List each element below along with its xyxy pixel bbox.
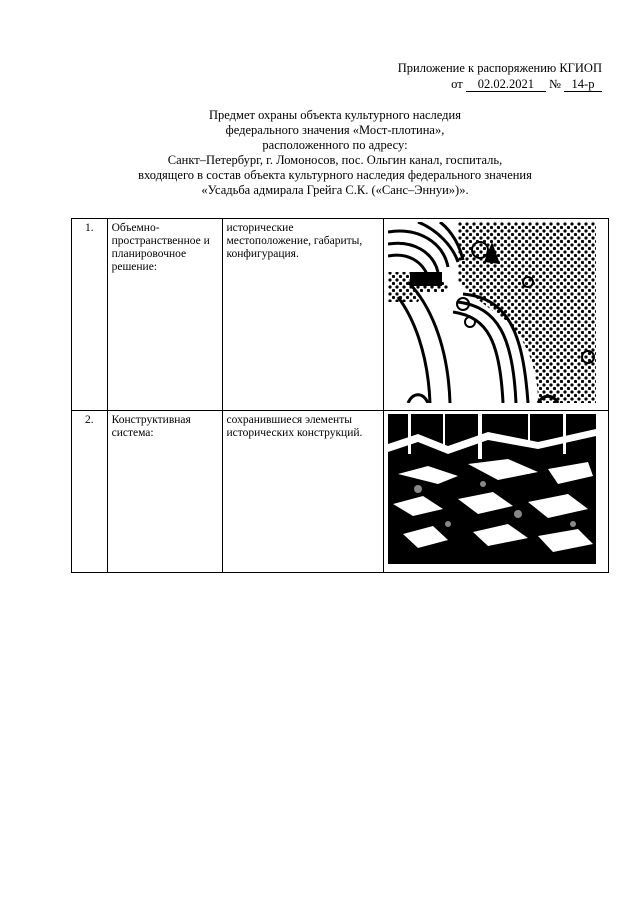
row-name: Объемно-пространственное и планировочное решение: <box>107 219 222 411</box>
row-description: исторические местоположение, габариты, конфигурация. <box>222 219 384 411</box>
appendix-number: 14-р <box>564 77 602 92</box>
document-heading <box>100 108 570 198</box>
table-row <box>72 411 609 573</box>
appendix-date: 02.02.2021 <box>466 77 546 92</box>
row-number: 1. <box>72 219 108 411</box>
photo-image <box>388 414 596 564</box>
row-image-cell <box>384 219 609 411</box>
heading-line-1: Предмет охраны объекта культурного наследия <box>209 108 461 122</box>
map-image <box>388 222 596 403</box>
heading-line-6: «Усадьба адмирала Грейга С.К. («Санс–Эннуи»)». <box>201 183 469 197</box>
row-image-cell <box>384 411 609 573</box>
row-number: 2. <box>72 411 108 573</box>
row-name: Конструктивная система: <box>107 411 222 573</box>
heading-line-4: Санкт–Петербург, г. Ломоносов, пос. Ольгин канал, госпиталь, <box>167 153 503 167</box>
heading-line-2: федерального значения «Мост-плотина», <box>225 123 445 137</box>
appendix-from: от <box>451 77 463 91</box>
appendix-details <box>302 76 602 92</box>
appendix-header <box>302 60 602 92</box>
appendix-title: Приложение к распоряжению КГИОП <box>397 61 602 75</box>
row-description: сохранившиеся элементы исторических конструкций. <box>222 411 384 573</box>
table-row <box>72 219 609 411</box>
protection-subject-table <box>71 218 609 573</box>
heading-line-5: входящего в состав объекта культурного наследия федерального значения <box>138 168 532 182</box>
appendix-number-sign: № <box>548 77 561 91</box>
heading-line-3: расположенного по адресу: <box>262 138 408 152</box>
